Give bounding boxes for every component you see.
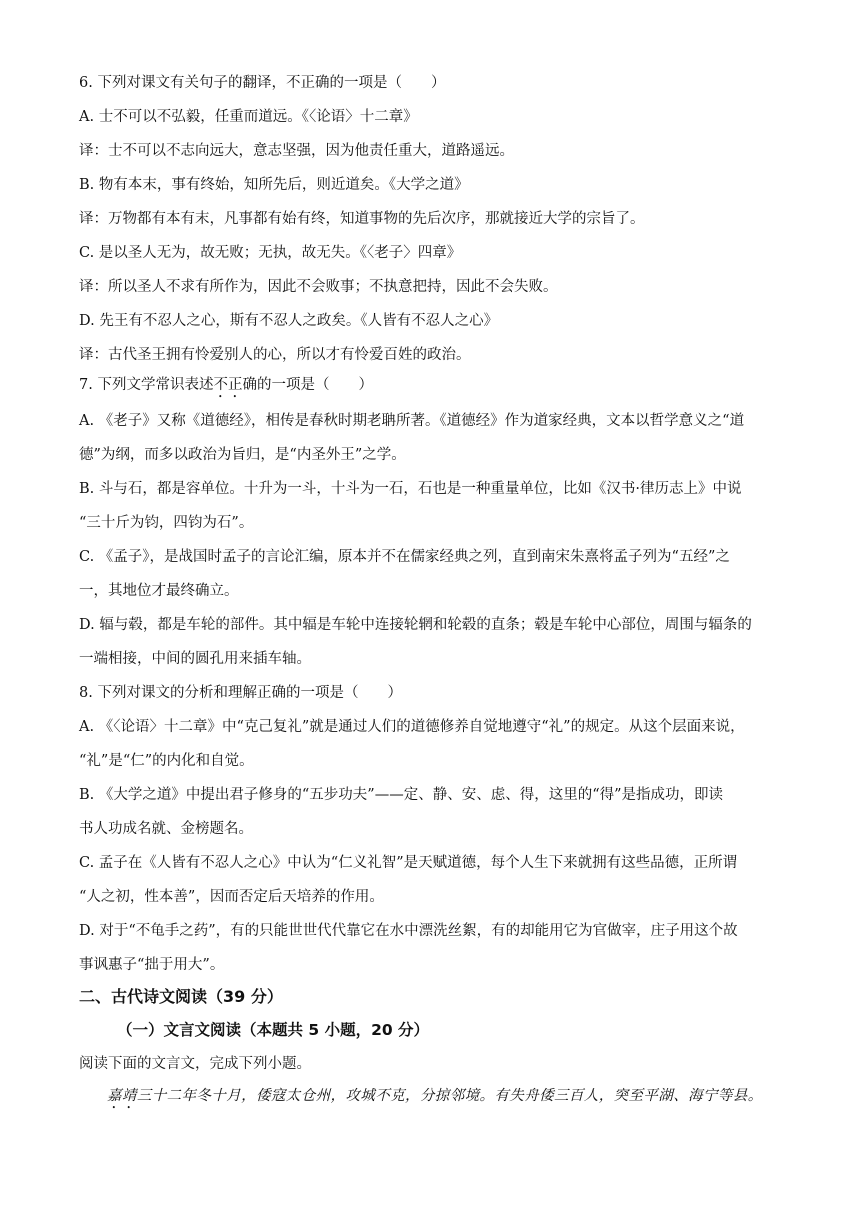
- q7-stem: [79, 375, 784, 401]
- q6-option-c-translation: 译：所以圣人不求有所作为，因此不会败事；不执意把持，因此不会失败。: [79, 279, 558, 295]
- section-title: 二、古代诗文阅读（39 分）: [79, 987, 283, 1006]
- q8-option-b-line2: 书人功成名就、金榜题名。: [79, 821, 253, 837]
- q8-option-c-line1: C. 孟子在《人皆有不忍人之心》中认为“仁义礼智”是天赋道德，每个人生下来就拥有这些品德，正所谓: [79, 855, 738, 871]
- q6-option-d: D. 先王有不忍人之心，斯有不忍人之政矣。《人皆有不忍人之心》: [79, 313, 499, 329]
- q7-option-a-line2: 德”为纲，而多以政治为旨归，是“内圣外王”之学。: [79, 447, 406, 463]
- q8-stem: 8. 下列对课文的分析和理解正确的一项是（ ）: [79, 685, 402, 701]
- q8-option-b-line1: B. 《大学之道》中提出君子修身的“五步功夫”——定、静、安、虑、得，这里的“得”是指成功，即读: [79, 787, 724, 803]
- q6-stem: 6. 下列对课文有关句子的翻译，不正确的一项是（ ）: [79, 75, 446, 91]
- q6-option-b-translation: 译：万物都有本有末，凡事都有始有终，知道事物的先后次序，那就接近大学的宗旨了。: [79, 211, 645, 227]
- q7-option-c-line2: 一，其地位才最终确立。: [79, 583, 239, 599]
- q7-stem-post: 确的一项是（ ）: [242, 377, 373, 393]
- q8-option-d-line2: 事讽惠子“拙于用大”。: [79, 957, 225, 973]
- q8-option-c-line2: “人之初，性本善”，因而否定后天培养的作用。: [79, 889, 384, 905]
- q6-option-b: B. 物有本末，事有终始，知所先后，则近道矣。《大学之道》: [79, 177, 469, 193]
- q7-option-d-line1: D. 辐与毂，都是车轮的部件。其中辐是车轮中连接轮辋和轮毂的直条；毂是车轮中心部位，周围与辐条的: [79, 617, 752, 633]
- q7-stem-pre: 7. 下列文学常识表述: [79, 377, 214, 393]
- q7-option-b-line1: B. 斗与石，都是容单位。十升为一斗，十斗为一石，石也是一种重量单位，比如《汉书·律历志上》中说: [79, 481, 742, 497]
- q8-option-d-line1: D. 对于“不龟手之药”，有的只能世世代代靠它在水中漂洗丝絮，有的却能用它为官做宰，庄子用这个故: [79, 923, 738, 939]
- q7-option-d-line2: 一端相接，中间的圆孔用来插车轴。: [79, 651, 311, 667]
- classical-passage-first-line: [107, 1086, 763, 1112]
- q8-option-a-line2: “礼”是“仁”的内化和自觉。: [79, 753, 254, 769]
- passage-emphasis: 嘉靖: [107, 1088, 137, 1104]
- q6-option-a: A. 士不可以不弘毅，任重而道远。《〈论语〉十二章》: [79, 109, 418, 125]
- q7-option-c-line1: C. 《孟子》，是战国时孟子的言论汇编，原本并不在儒家经典之列，直到南宋朱熹将孟子列为“五经”之: [79, 549, 730, 565]
- reading-instruction: 阅读下面的文言文，完成下列小题。: [79, 1056, 311, 1072]
- q7-option-b-line2: “三十斤为钧，四钧为石”。: [79, 515, 254, 531]
- q8-option-a-line1: A. 《〈论语〉十二章》中“克己复礼”就是通过人们的道德修养自觉地遵守“礼”的规定。从这个层面来说，: [79, 719, 745, 735]
- q6-option-a-translation: 译：士不可以不志向远大，意志坚强，因为他责任重大，道路遥远。: [79, 143, 514, 159]
- passage-text: 三十二年冬十月，倭寇太仓州，攻城不克，分掠邻境。有失舟倭三百人，突至平湖、海宁等县。: [136, 1088, 763, 1104]
- q6-option-d-translation: 译：古代圣王拥有怜爱别人的心，所以才有怜爱百姓的政治。: [79, 347, 471, 363]
- subsection-title: （一）文言文阅读（本题共 5 小题，20 分）: [117, 1021, 430, 1039]
- q7-stem-emphasis: 不正: [213, 377, 243, 393]
- q6-option-c: C. 是以圣人无为，故无败；无执，故无失。《〈老子〉四章》: [79, 245, 462, 261]
- q7-option-a-line1: A. 《老子》又称《道德经》，相传是春秋时期老聃所著。《道德经》作为道家经典，文本以哲学意义之“道: [79, 413, 745, 429]
